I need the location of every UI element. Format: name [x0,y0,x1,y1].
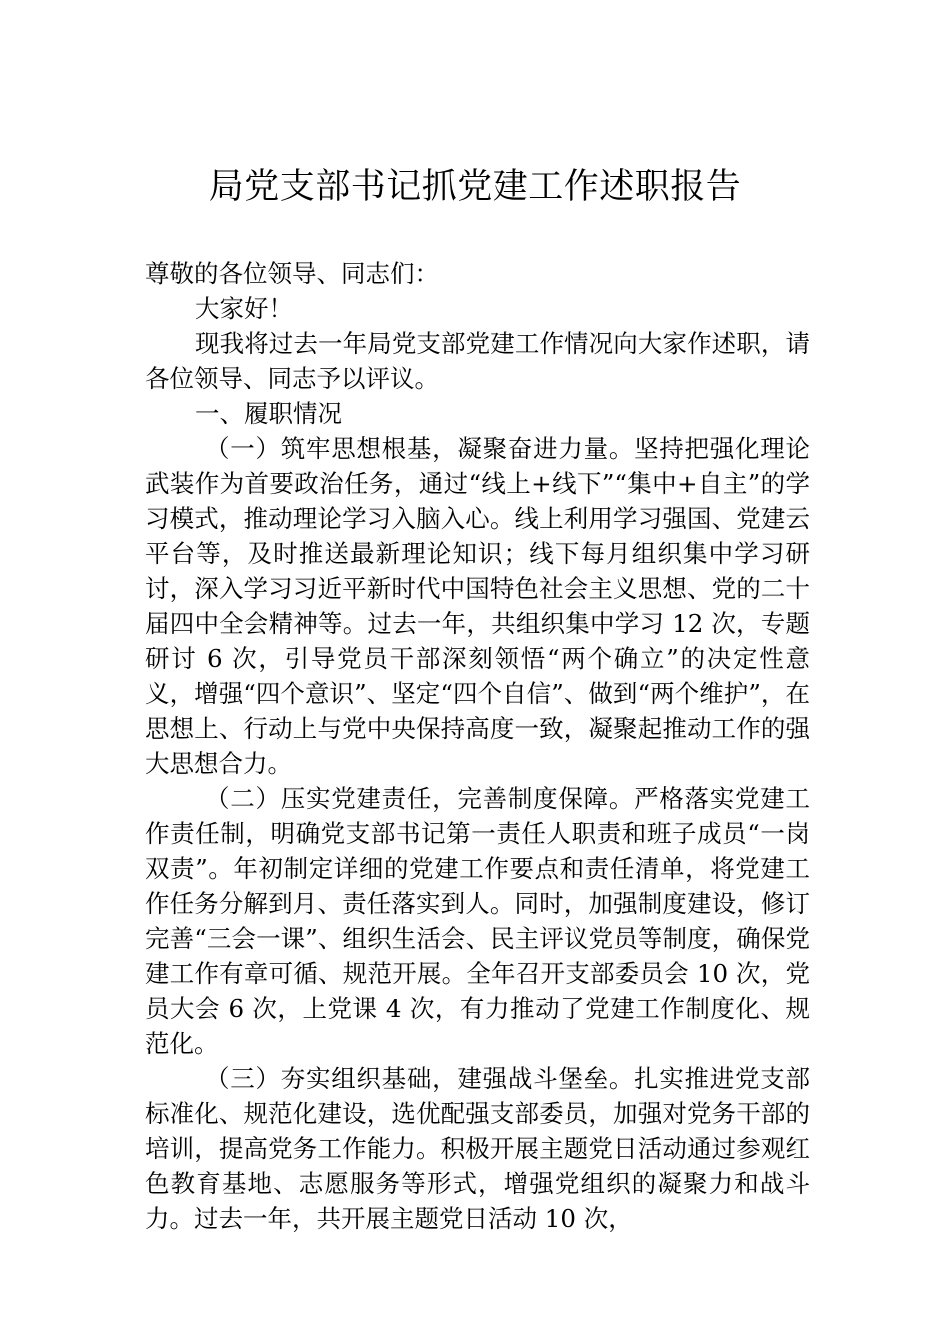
salutation: 尊敬的各位领导、同志们： [145,259,439,288]
greeting: 大家好！ [195,294,293,323]
paragraph-3: （三）夯实组织基础，建强战斗堡垒。扎实推进党支部标准化、规范化建设，选优配强支部委员，加强对党务干部的培训，提高党务工作能力。积极开展主题党日活动通过参观红色教育基地、志愿服务等形式，增强党组织的凝聚力和战斗力。过去一年，共开展主题党日活动 10 次， [145,1064,810,1233]
document-title: 局党支部书记抓党建工作述职报告 [208,167,742,207]
intro-paragraph: 现我将过去一年局党支部党建工作情况向大家作述职，请各位领导、同志予以评议。 [145,329,810,393]
paragraph-1: （一）筑牢思想根基，凝聚奋进力量。坚持把强化理论武装作为首要政治任务，通过“线上+线下”“集中+自主”的学习模式，推动理论学习入脑入心。线上利用学习强国、党建云平台等，及时推送最新理论知识；线下每月组织集中学习研讨，深入学习习近平新时代中国特色社会主义思想、党的二十届四中全会精神等。过去一年，共组织集中学习 12 次，专题研讨 6 次，引导党员干部深刻领悟“两个确立”的决定性意义，增强“四个意识”、坚定“四个自信”、做到“两个维护”，在思想上、行动上与党中央保持高度一致，凝聚起推动工作的强大思想合力。 [145,434,810,778]
section-heading: 一、履职情况 [195,399,342,428]
paragraph-2: （二）压实党建责任，完善制度保障。严格落实党建工作责任制，明确党支部书记第一责任人职责和班子成员“一岗双责”。年初制定详细的党建工作要点和责任清单，将党建工作任务分解到月、责任落实到人。同时，加强制度建设，修订完善“三会一课”、组织生活会、民主评议党员等制度，确保党建工作有章可循、规范开展。全年召开支部委员会 10 次，党员大会 6 次，上党课 4 次，有力推动了党建工作制度化、规范化。 [145,784,810,1058]
document-body [145,256,810,1236]
